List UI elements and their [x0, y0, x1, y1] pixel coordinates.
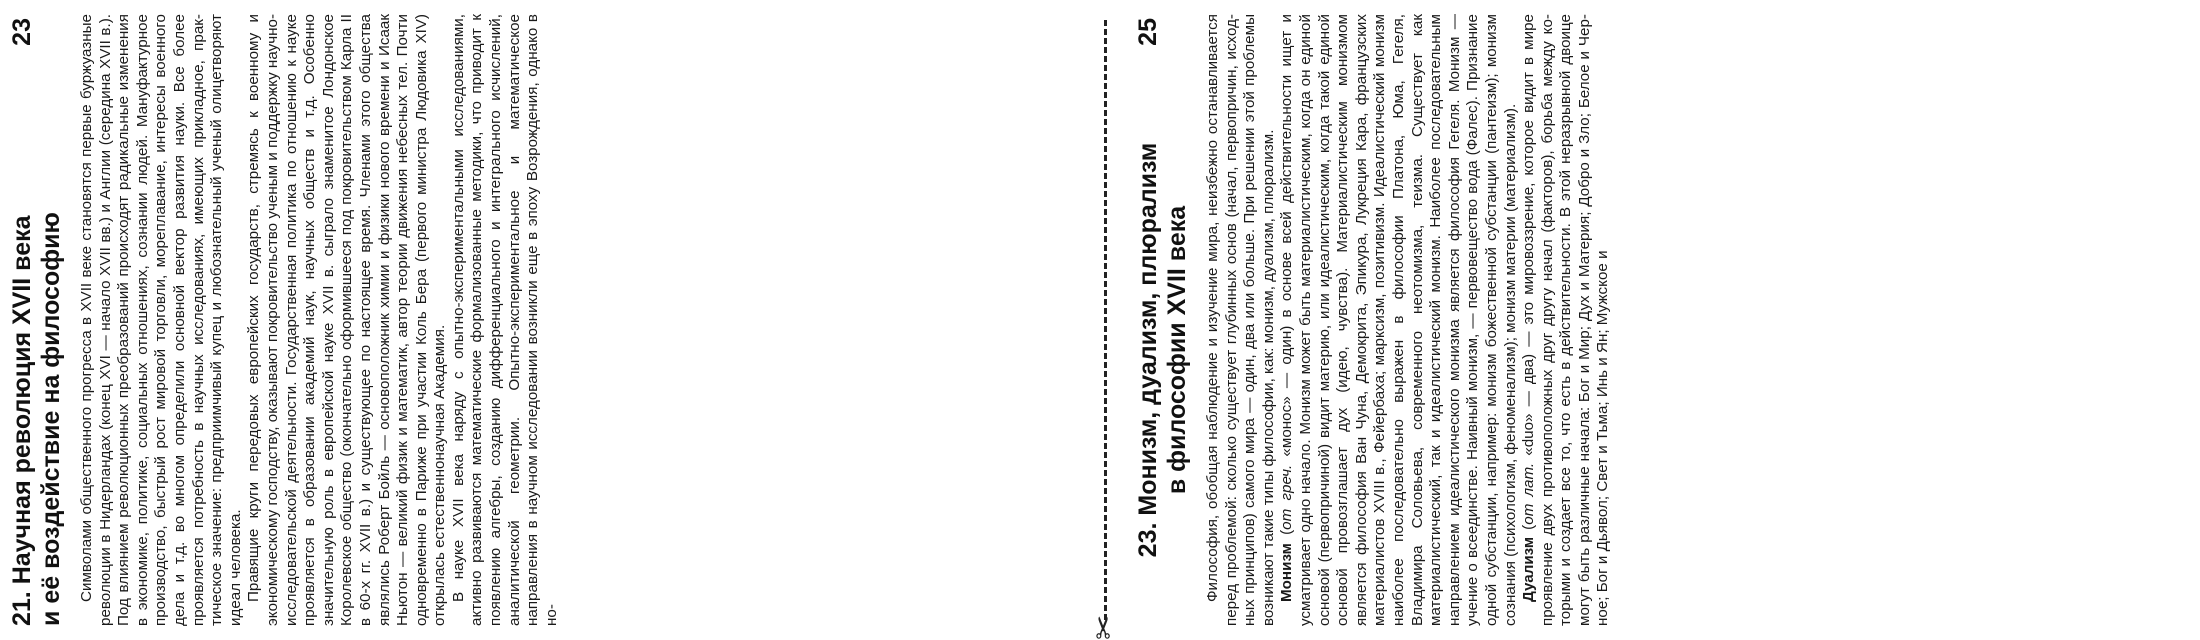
- section-23-body: [1204, 14, 1613, 626]
- dualism-term: Дуализм: [1520, 536, 1538, 602]
- section-21-paragraph-3: В науке XVII века наряду с опытно-экспериментальными исследованиями, активно развиваются математические формализованные методики, что приводит к появлению алгебры, созданию дифференциального и интегрального исчислений, аналитической геометрии. Опытно-экспериментальное и математическое направления в научном исследовании возникли еще в эпоху Возрождения, однако в но-: [449, 14, 560, 626]
- section-21-paragraph-1: Символами общественного прогресса в XVII веке становятся первые буржуазные революции в Нидерландах (конец XVI — начало XVII вв.) и Англии (середина XVII в.). Под влиянием революционных преобразований происходят радикальные изменения в экономике, политике, социальных отношениях, сознании людей. Мануфактурное производство, быстрый рост мировой торговли, мореплавание, интересы военного дела и т.д. во многом определили основной вектор развития науки. Все более проявляется потребность в научных исследованиях, имеющих прикладное, практическое значение: предприимчивый купец и любознательный ученый олицетворяют идеал человека.: [78, 14, 244, 626]
- monism-term: Монизм: [1278, 543, 1296, 602]
- section-21-body: [78, 14, 561, 626]
- dashed-cut-line: [1104, 20, 1107, 620]
- monism-paragraph: Монизм (от греч. «монос» — один) в основе всей действительности ищет и усматривает одно начало. Монизм может быть материалистическим, когда он единой основой (первопричиной) видит материю, или идеалистическим, когда такой единой основой провозглашает дух (идею, чувства). Материалистическим монизмом является философия Ван Чуна, Демокрита, Эпикура, Лукреция Кара, французских материалистов XVIII в., Фейербаха; марксизм, позитивизм. Идеалистический монизм наиболее последовательно выражен в философии Платона, Юма, Гегеля, Владимира Соловьева, современного неотомизма, теизма. Существует как материалистический, так и идеалистический монизм. Наиболее последовательным направлением идеалистического монизма является философия Гегеля. Монизм — учение о всеединстве. Наивный монизм, — первовещество вода (Фалес). Признание одной субстанции, например: монизм божественной субстанции (пантеизм); монизм сознания (психологизм, феноменализм); монизм материи (материализм).: [1278, 13, 1519, 626]
- page-number-23: 23: [8, 18, 36, 46]
- section-23-page: [1134, 14, 2194, 626]
- section-23-header: [1134, 14, 1192, 626]
- section-21-title: [8, 74, 66, 626]
- monism-etymology-note: от греч.: [1278, 464, 1296, 530]
- section-23-intro-paragraph: Философия, обобщая наблюдение и изучение мира, неизбежно останавливается перед проблемой: сколько существует глубинных основ (начал, первопричин, исходных принципов) самого мира — один, два или больше. При решении этой проблемы возникают такие типы философии, как: монизм, дуализм, плюрализм.: [1204, 14, 1277, 626]
- section-21-paragraph-2: Правящие круги передовых европейских государств, стремясь к военному и экономическому господству, оказывают покровительство ученым и поддержку научно-исследовательской деятельности. Государственная политика по отношению к науке проявляется в образовании академий наук, научных обществ и т.д. Особенно значительную роль в европейской науке XVII в. сыграло знаменитое Лондонское Королевское общество (окончательно оформившееся под покровительством Карла II в 60-х гг. XVII в.) и существующее по настоящее время. Членами этого общества являлись Роберт Бойль — основоположник химии и физики нового времени и Исаак Ньютон — великий физик и математик, автор теории движения небесных тел. Почти одновременно в Париже при участии Коль Бера (первого министра Людовика XIV) открылась естественнонаучная Академия.: [245, 14, 449, 626]
- dualism-paragraph: Дуализм (от лат. «duo» — два) — это мировоззрение, которое видит в мире проявление двух противоположных друг другу начал (факторов), борьба между которыми и создает все то, что есть в действительности. В этой неразрывной двоице могут быть различные начала: Бог и Мир; Дух и Материя; Добро и Зло; Белое и Черное; Бог и Дьявол; Свет и Тьма; Инь и Ян; Мужское и: [1520, 14, 1612, 626]
- section-21-title-line1: 21. Научная революция XVII века: [8, 215, 36, 626]
- section-23-title-line1: 23. Монизм, дуализм, плюрализм: [1134, 142, 1162, 558]
- page-number-25: 25: [1134, 18, 1162, 46]
- section-21-page: [8, 14, 1078, 626]
- section-21-header: [8, 14, 66, 626]
- scissors-icon: ✂: [1088, 614, 1121, 640]
- section-23-title-line2: в философии XVII века: [1163, 205, 1191, 495]
- section-23-title: [1134, 74, 1192, 626]
- dualism-text: «duo» — два) — это мировоззрение, которое видит в мире проявление двух противоположных друг другу начал (факторов), борьба между которыми и создает все то, что есть в действительности. В этой неразрывной двоице могут быть различные начала: Бог и Мир; Дух и Материя; Добро и Зло; Белое и Черное; Бог и Дьявол; Свет и Тьма; Инь и Ян; Мужское и: [1520, 14, 1612, 626]
- section-21-title-line2: и её воздействие на философию: [37, 212, 65, 626]
- monism-text: «монос» — один) в основе всей действительности ищет и усматривает одно начало. Монизм может быть материалистическим, когда он единой основой (первопричиной) видит материю, или идеалистическим, когда такой единой основой провозглашает дух (идею, чувства). Материалистическим монизмом является философия Ван Чуна, Демокрита, Эпикура, Лукреция Кара, французских материалистов XVIII в., Фейербаха; марксизм, позитивизм. Идеалистический монизм наиболее последовательно выражен в философии Платона, Юма, Гегеля, Владимира Соловьева, современного неотомизма, теизма. Существует как материалистический, так и идеалистический монизм. Наиболее последовательным направлением идеалистического монизма является философия Гегеля. Монизм — учение о всеединстве. Наивный монизм, — первовещество вода (Фалес). Признание одной субстанции, например: монизм божественной субстанции (пантеизм); монизм сознания (психологизм, феноменализм); монизм материи (материализм).: [1278, 13, 1519, 626]
- cut-line-divider: [1086, 0, 1126, 640]
- dualism-etymology-note: от лат.: [1520, 462, 1538, 525]
